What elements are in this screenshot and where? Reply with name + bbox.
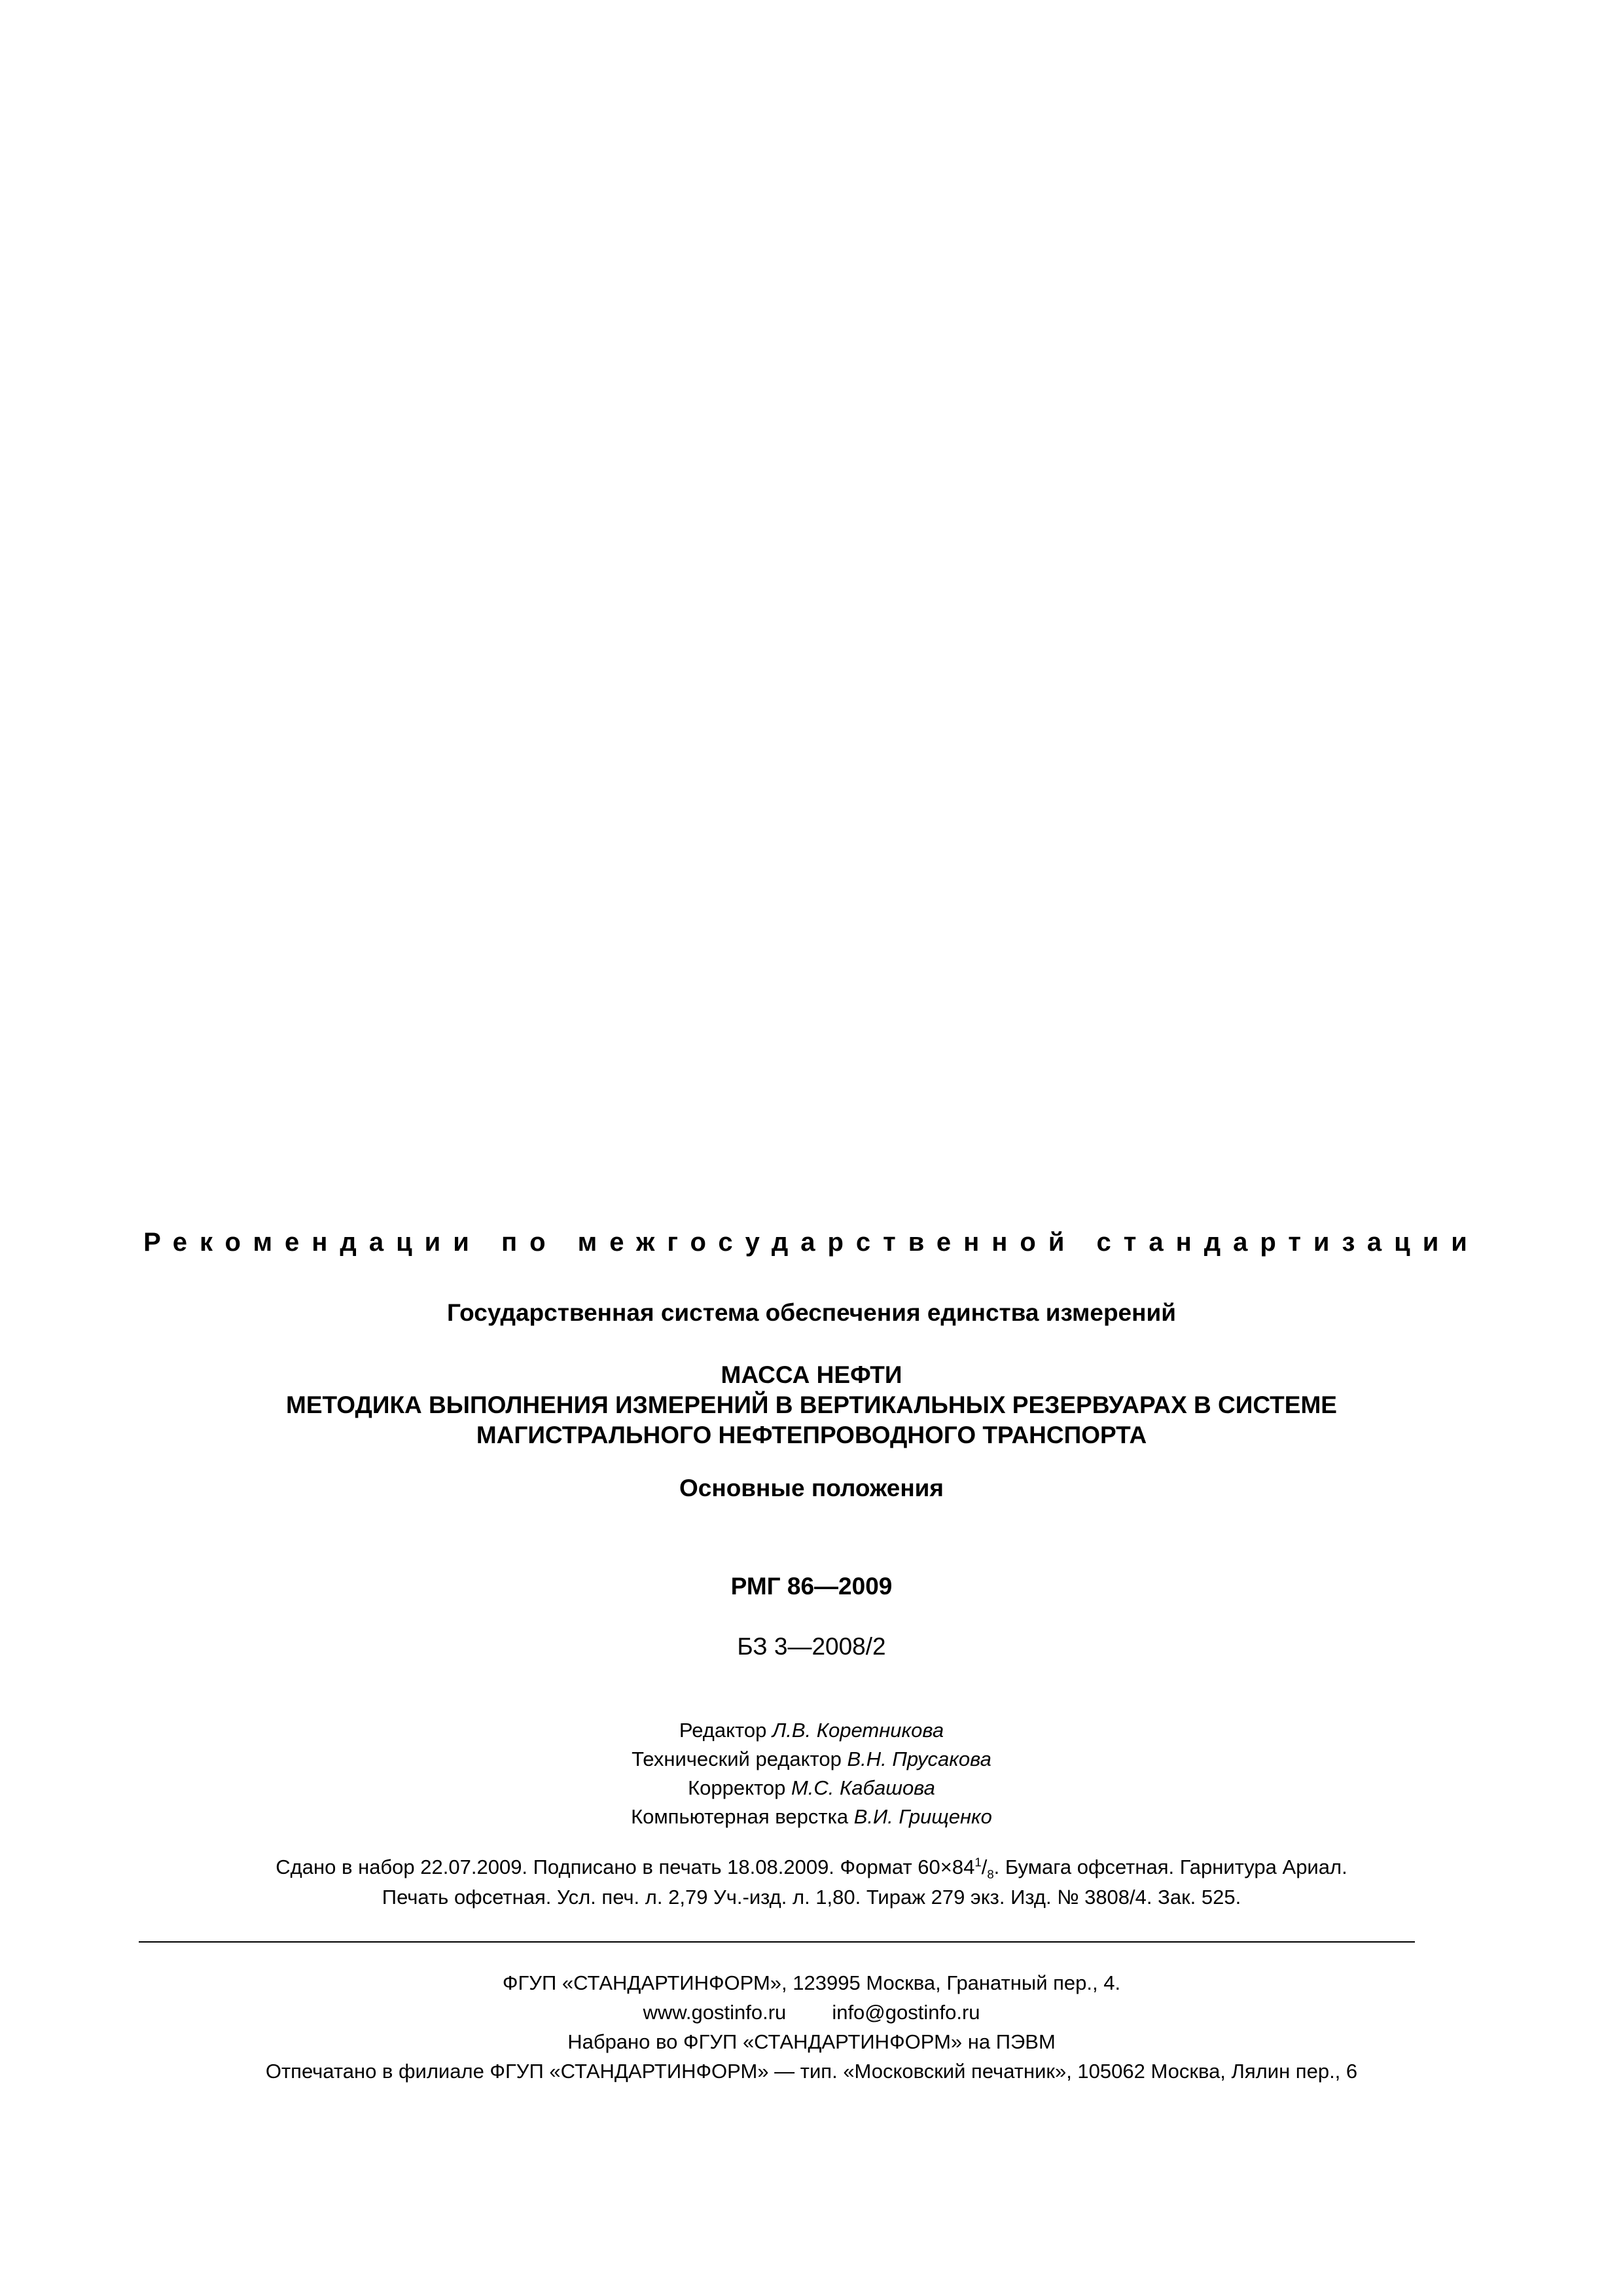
system-heading: Государственная система обеспечения единства измерений — [447, 1299, 1176, 1326]
title-line-1: МАССА НЕФТИ — [721, 1361, 902, 1388]
print-info-text: Сдано в набор 22.07.2009. Подписано в печать 18.08.2009. Формат 60×84 — [276, 1856, 975, 1878]
separator-rule — [139, 1941, 1415, 1943]
staff-layout — [131, 1803, 1492, 1831]
email-link[interactable]: info@gostinfo.ru — [832, 2001, 980, 2024]
staff-name: М.С. Кабашова — [791, 1776, 935, 1799]
staff-tech-editor — [131, 1745, 1492, 1774]
bz-number: БЗ 3—2008/2 — [737, 1633, 886, 1660]
staff-role: Корректор — [688, 1776, 786, 1799]
format-slash: / — [981, 1856, 988, 1878]
website-link[interactable]: www.gostinfo.ru — [643, 2001, 787, 2024]
document-designation: РМГ 86—2009 — [730, 1573, 893, 1600]
title-line-3: МАГИСТРАЛЬНОГО НЕФТЕПРОВОДНОГО ТРАНСПОРТА — [476, 1422, 1147, 1448]
staff-name: Л.В. Коретникова — [772, 1719, 944, 1742]
staff-credits — [131, 1716, 1492, 1831]
publisher-contacts — [118, 1998, 1505, 2027]
staff-role: Технический редактор — [632, 1748, 842, 1770]
format-numerator: 1 — [974, 1855, 982, 1869]
print-info-line-1 — [118, 1852, 1505, 1882]
staff-role: Компьютерная верстка — [631, 1805, 849, 1828]
print-info-text: . Бумага офсетная. Гарнитура Ариал. — [993, 1856, 1347, 1878]
title-line-2: МЕТОДИКА ВЫПОЛНЕНИЯ ИЗМЕРЕНИЙ В ВЕРТИКАЛЬНЫХ РЕЗЕРВУАРАХ В СИСТЕМЕ — [286, 1391, 1337, 1418]
series-heading: Рекомендации по межгосударственной стандартизации — [143, 1228, 1480, 1257]
staff-editor — [131, 1716, 1492, 1745]
staff-name: В.И. Грищенко — [853, 1805, 992, 1828]
print-info-line-2: Печать офсетная. Усл. печ. л. 2,79 Уч.-изд. л. 1,80. Тираж 279 экз. Изд. № 3808/4. Зак. 525. — [382, 1886, 1241, 1909]
format-denominator: 8 — [987, 1867, 994, 1882]
typeset-note: Набрано во ФГУП «СТАНДАРТИНФОРМ» на ПЭВМ — [567, 2030, 1056, 2053]
publisher-address: ФГУП «СТАНДАРТИНФОРМ», 123995 Москва, Гранатный пер., 4. — [502, 1971, 1121, 1994]
printed-note: Отпечатано в филиале ФГУП «СТАНДАРТИНФОРМ» — тип. «Московский печатник», 105062 Москва, Лялин пер., 6 — [265, 2060, 1358, 2083]
staff-name: В.Н. Прусакова — [847, 1748, 991, 1770]
print-info — [118, 1852, 1505, 1912]
document-title — [131, 1360, 1492, 1450]
staff-role: Редактор — [679, 1719, 767, 1742]
publisher-footer — [118, 1968, 1505, 2086]
document-subtitle: Основные положения — [679, 1475, 944, 1501]
staff-corrector — [131, 1774, 1492, 1803]
